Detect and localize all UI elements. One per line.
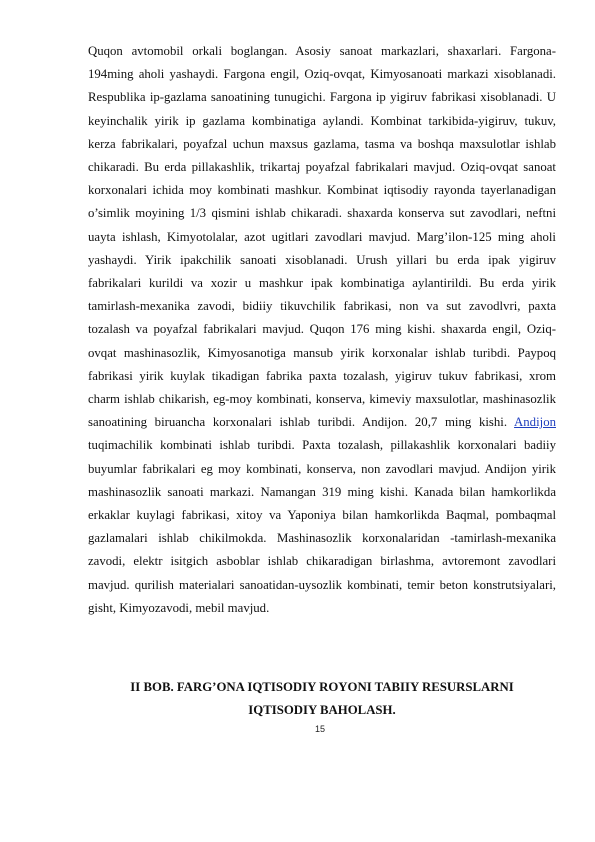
- chapter-heading-line1: II BOB. FARG’ONA IQTISODIY ROYONI TABIIY RESURSLARNI: [130, 680, 514, 694]
- chapter-heading: [88, 676, 556, 723]
- body-paragraph: [88, 40, 556, 620]
- paragraph-text-part2: tuqimachilik kombinati ishlab turibdi. Paxta tozalash, pillakashlik korxonalari badiiy buyumlar fabrikalari eg moy kombinati, konserva, non zavodlari mavjud. Andijon yirik mashinasozlik sanoati markazi. Namangan 319 ming kishi. Kanada bilan hamkorlikda erkaklar kuylagi fabrikasi, xitoy va Yaponiya bilan hamkorlikda Baqmal, pombaqmal gazlamalari ishlab chikilmokda. Mashinasozlik korxonalaridan -tamirlash-mexanika zavodi, elektr isitgich asboblar ishlab chikaradigan birlashma, avtoremont zavodlari mavjud. qurilish materialari sanoatidan-uysozlik kombinati, temir beton konstrutsiyalari, gisht, Kimyozavodi, mebil mavjud.: [88, 438, 556, 615]
- andijon-link[interactable]: Andijon: [514, 415, 556, 430]
- chapter-heading-line2: IQTISODIY BAHOLASH.: [248, 703, 396, 718]
- page-number: 15: [314, 724, 325, 734]
- paragraph-text-part1: Quqon avtomobil orkali boglangan. Asosiy sanoat markazlari, shaxarlari. Fargona-194ming aholi yashaydi. Fargona engil, Oziq-ovqat, Kimyosanoati markazi xisoblanadi. Respublika ip-gazlama sanoatining tunugichi. Fargona ip yigiruv fabrikasi xisoblanadi. U keyinchalik yirik ip gazlama kombinatiga aylandi. Kombinat tarkibida-yigiruv, tukuv, kerza fabrikalari, poyafzal uchun maxsus gazlama, tasma va boshqa maxsulotlar ishlab chikaradi. Bu erda pillakashlik, trikartaj poyafzal fabrikalari mavjud. Oziq-ovqat sanoat korxonalari ichida moy kombinati mashkur. Kombinat iqtisodiy rayonda tayerlanadigan o’simlik moyining 1/3 qismini ishlab chikaradi. shaxarda konserva sut zavodlari, neftni uayta ishlash, Kimyotolalar, azot ugitlari zavodlari mavjud. Marg’ilon-125 ming aholi yashaydi. Yirik ipakchilik sanoati xisoblanadi. Urush yillari bu erda ipak yigiruv fabrikalari kurildi va xozir u mashkur ipak kombinatiga aylantirildi. Bu erda yirik tamirlash-mexanika zavodi, bidiiy tikuvchilik fabrikasi, non va sut zavodlvri, paxta tozalash va poyafzal fabrikalari mavjud. Quqon 176 ming kishi. shaxarda engil, Oziq-ovqat mashinasozlik, Kimyosanotiga mansub yirik korxonalar ishlab turibdi. Paypoq fabrikasi yirik kuylak tikadigan fabrika paxta tozalash, yigiruv tukuv fabrikasi, xrom charm ishlab chikarish, eg-moy kombinati, konserva, kimeviy maxsulotlar, mashinasozlik sanoatining biruancha korxonalari ishlab turibdi. Andijon. 20,7 ming kishi.: [88, 44, 556, 430]
